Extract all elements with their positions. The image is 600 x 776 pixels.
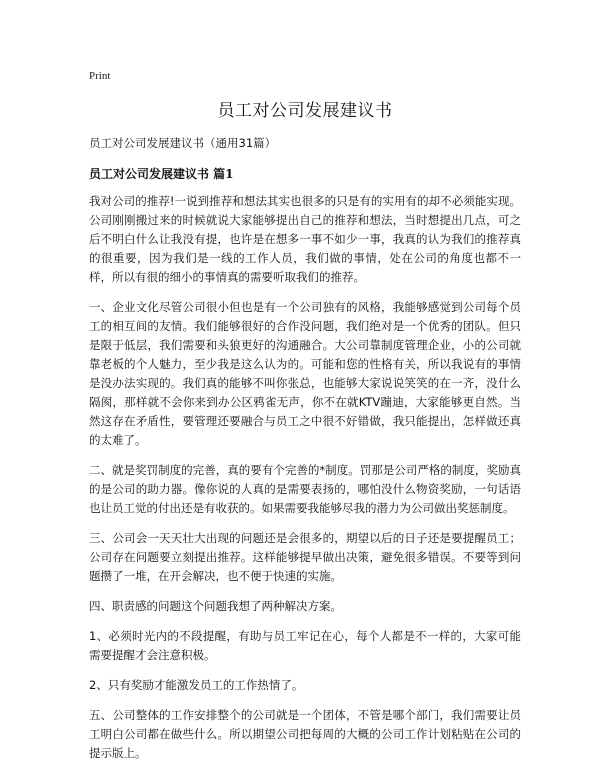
print-label[interactable]: Print [89,70,111,82]
document-page [89,70,521,774]
paragraph-1: 我对公司的推荐!一说到推荐和想法其实也很多的只是有的实用有的却不必须能实现。公司刚刚搬过来的时候就说大家能够提出自己的推荐和想法，当时想提出几点，可之后不明白什么让我没有提，也许是在想多一事不如少一事，我真的认为我们的推荐真的很重要，因为我们是一线的工作人员，我们做的事情，处在公司的角度也都不一样，所以有很的细小的事情真的需要听取我们的推荐。 [89,194,521,284]
paragraph-8: 五、公司整体的工作安排整个的公司就是一个团体，不管是哪个部门，我们需要让员工明白公司都在做些什么。所以期望公司把每周的大概的公司工作计划粘贴在公司的提示版上。 [89,708,521,760]
document-subtitle: 员工对公司发展建议书（通用31篇） [89,136,277,150]
paragraph-7: 2、只有奖励才能激发员工的工作热情了。 [89,678,304,692]
paragraph-6: 1、必须时光内的不段提醒，有助与员工牢记在心，每个人都是不一样的，大家可能需要提醒才会注意积极。 [89,629,521,662]
paragraph-4: 三、公司会一天天壮大出现的问题还是会很多的，期望以后的日子还是要提醒员工；公司存在问题要立刻提出推荐。这样能够提早做出决策，避免很多错误。不要等到问题攒了一堆，在开会解决，也不便于快速的实施。 [89,531,521,583]
paragraph-2: 一、企业文化尽管公司很小但也是有一个公司独有的风格，我能够感觉到公司每个员工的相互间的友情。我们能够很好的合作没问题，我们绝对是一个优秀的团队。但只是限于低层，我们需要和头狼更好的沟通融合。大公司靠制度管理企业，小的公司就靠老板的个人魅力，至少我是这么认为的。可能和您的性格有关，所以我说有的事情是没办法实现的。我们真的能够不叫你张总，也能够大家说说笑笑的在一齐，没什么隔阂，那样就不会你来到办公区鸦雀无声，你不在就KTV蹦迪，大家能够更自然。当然这存在矛盾性，要管理还要融合与员工之中很不好错做，我只能提出，怎样做还真的太难了。 [89,300,521,447]
section-heading: 员工对公司发展建议书 篇1 [89,167,234,181]
paragraph-5: 四、职责感的问题这个问题我想了两种解决方案。 [89,599,342,613]
document-title: 员工对公司发展建议书 [217,101,393,121]
paragraph-3: 二、就是奖罚制度的完善，真的要有个完善的*制度。罚那是公司严格的制度，奖励真的是公司的助力器。像你说的人真的是需要表扬的，哪怕没什么物资奖励，一句话语也让员工觉的付出还是有收获的。如果需要我能够尽我的潜力为公司做出奖惩制度。 [89,463,521,515]
